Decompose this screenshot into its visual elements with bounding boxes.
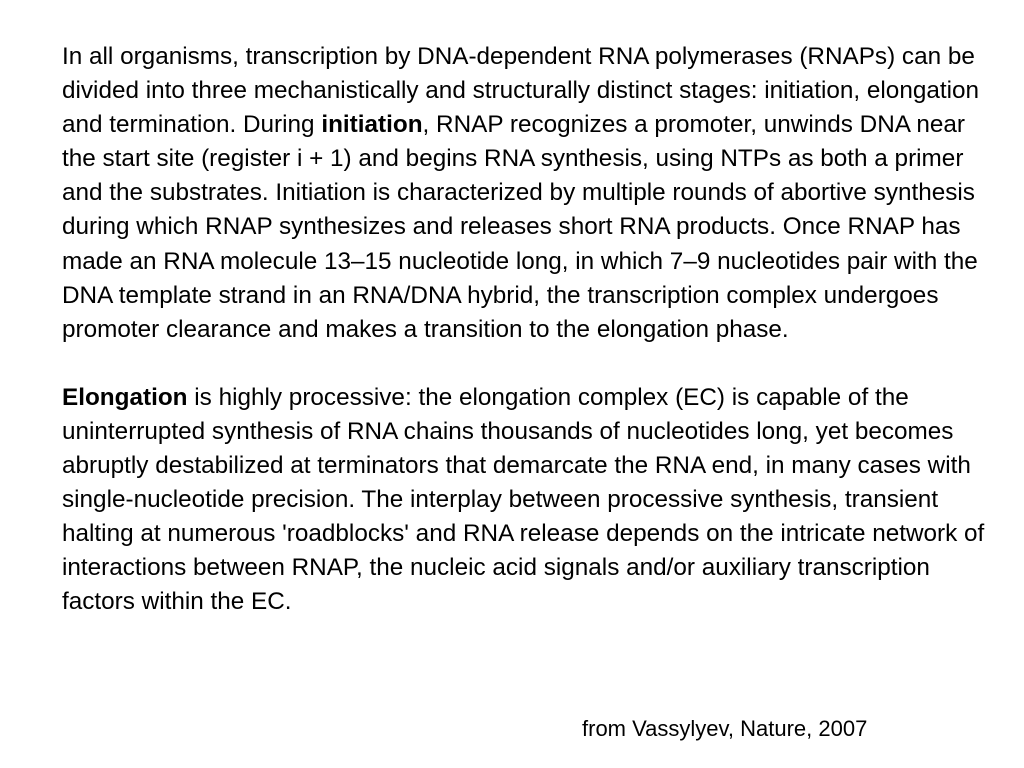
paragraph-elongation	[62, 381, 992, 620]
term-initiation: initiation	[321, 111, 423, 139]
citation: from Vassylyev, Nature, 2007	[582, 716, 868, 741]
paragraph-initiation	[62, 40, 992, 347]
term-elongation: Elongation	[62, 383, 188, 411]
paragraph-initiation-text-2: , RNAP recognizes a promoter, unwinds DNA near the start site (register i + 1) and begins RNA synthesis, using NTPs as both a primer and the substrates. Initiation is characterized by multiple rounds of abortive synthesis during which RNAP synthesizes and releases short RNA products. Once RNAP has made an RNA molecule 13–15 nucleotide long, in which 7–9 nucleotides pair with the DNA template strand in an RNA/DNA hybrid, the transcription complex undergoes promoter clearance and makes a transition to the elongation phase.	[62, 111, 978, 343]
paragraph-elongation-text: is highly processive: the elongation complex (EC) is capable of the uninterrupted synthesis of RNA chains thousands of nucleotides long, yet becomes abruptly destabilized at terminators that demarcate the RNA end, in many cases with single-nucleotide precision. The interplay between processive synthesis, transient halting at numerous 'roadblocks' and RNA release depends on the intricate network of interactions between RNAP, the nucleic acid signals and/or auxiliary transcription factors within the EC.	[62, 383, 985, 616]
paragraph-initiation-text-1: In all organisms, transcription by DNA-dependent RNA polymerases (RNAPs) can be divided into three mechanistically and structurally distinct stages: initiation, elongation and termination. During	[62, 43, 980, 139]
body-text	[62, 40, 992, 620]
